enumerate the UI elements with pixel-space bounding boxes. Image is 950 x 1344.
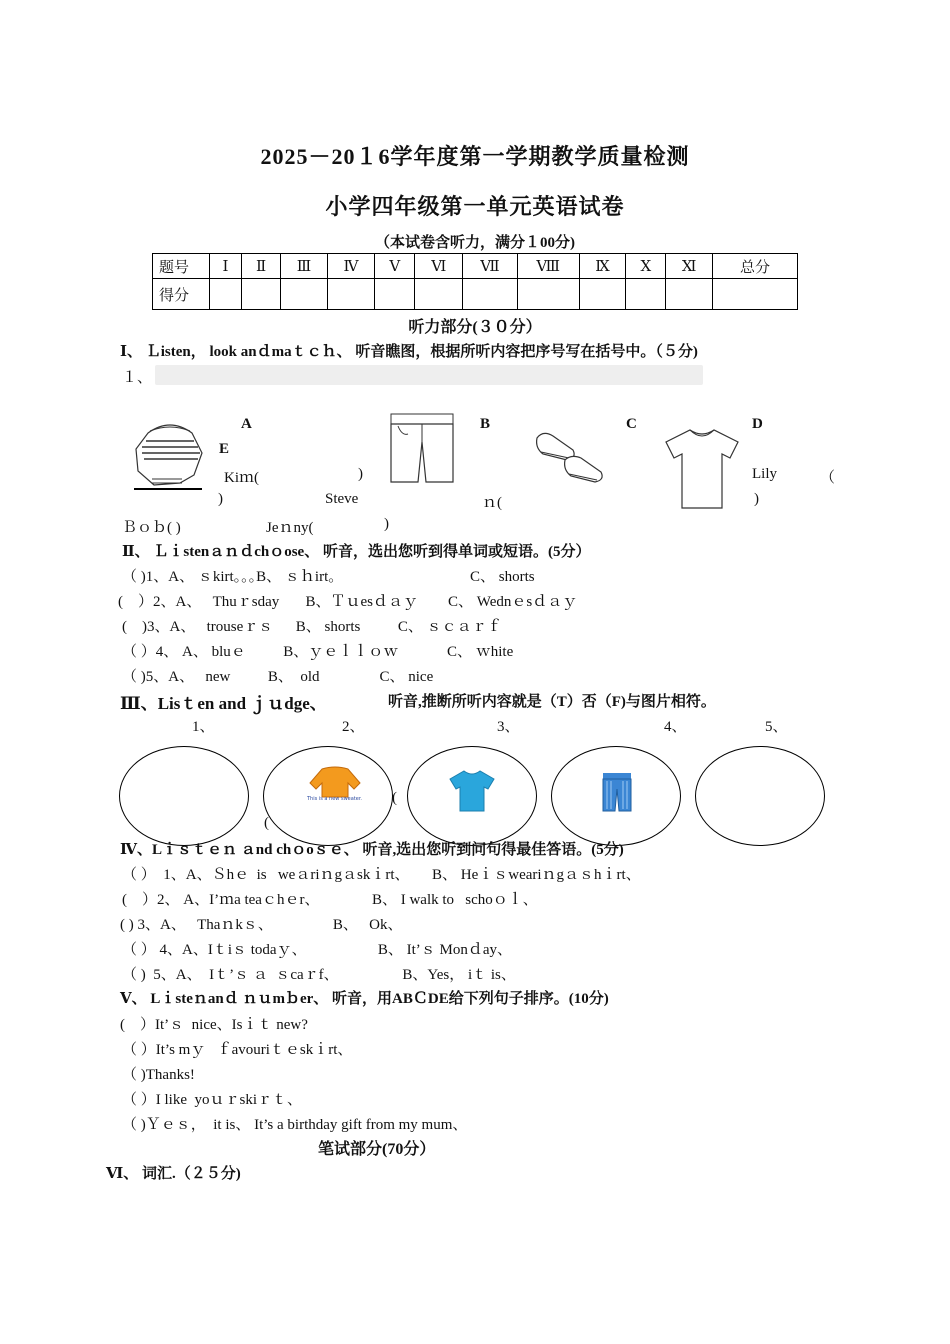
section3-heading-cn: 听音,推断所听内容就是（T）否（F)与图片相符。 — [388, 694, 716, 710]
blurred-audio-line — [155, 365, 703, 385]
score-table — [152, 253, 798, 310]
section4-q2: ( ）2、 A、I’ｍa teaｃhｅr、 B、 I walk to schoｏｌ、 — [122, 892, 538, 908]
score-cell[interactable] — [415, 279, 463, 310]
kim-paren-close: ) — [358, 466, 363, 482]
section2-q2: ( ）2、A、 Thuｒsday B、Ｔｕesｄａｙ C、 Wednｅsｄａｙ — [118, 594, 578, 610]
section4-q4: （ ） 4、A、Iｔiｓ todaｙ、 B、 It’ｓ Monｄay、 — [122, 942, 512, 958]
col-10: Ⅹ — [626, 254, 666, 279]
section4-heading: Ⅳ、Lｉｓｔｅｎ ａnd chｏoｓｅ、 听音,选出您听到问句得最佳答语。(5分) — [120, 842, 624, 858]
score-cell[interactable] — [626, 279, 666, 310]
listening-header: 听力部分(３０分） — [408, 319, 542, 336]
answer-circle-4[interactable] — [551, 746, 681, 846]
steve-label: Steve — [325, 491, 359, 507]
section5-line-4: （ ）I like yoｕｒskiｒｔ、 — [122, 1092, 302, 1108]
item-number-5: 5、 — [765, 719, 788, 735]
score-cell[interactable] — [281, 279, 327, 310]
col-7: Ⅶ — [463, 254, 518, 279]
section2-heading: Ⅱ、 Ｌｉstenａｎｄchｏose、 听音，选出您听到得单词或短语。(5分） — [122, 544, 591, 560]
score-cell[interactable] — [210, 279, 242, 310]
sweater-image — [130, 413, 210, 493]
shoes-image — [533, 428, 607, 488]
score-cell[interactable] — [242, 279, 281, 310]
written-header: 笔试部分(70分） — [318, 1141, 436, 1158]
answer-circle-5[interactable] — [695, 746, 825, 846]
item-number-4: 4、 — [664, 719, 687, 735]
score-cell[interactable] — [517, 279, 579, 310]
section5-line-2: （ ）It’s mｙ ｆavouriｔｅskｉrt、 — [122, 1042, 353, 1058]
section2-q1-c: C、 shorts — [470, 569, 535, 585]
exam-note: （本试卷含听力，满分１00分) — [375, 235, 575, 251]
sweater-caption: This is a new sweater. — [307, 796, 363, 802]
section4-q3: ( ) 3、A、 Thaｎkｓ、 B、 Ok、 — [120, 917, 403, 933]
letter-c: C — [626, 416, 637, 432]
lily-label: Lily — [752, 466, 777, 482]
paren-mark: ( — [264, 815, 269, 831]
col-9: Ⅸ — [579, 254, 626, 279]
item-number-2: 2、 — [342, 719, 365, 735]
letter-a: A — [241, 416, 252, 432]
answer-circle-2[interactable] — [263, 746, 393, 846]
col-5: Ⅴ — [375, 254, 415, 279]
row-label: 得分 — [153, 279, 210, 310]
n-label: ｎ( — [482, 495, 502, 511]
col-total: 总分 — [713, 254, 798, 279]
col-2: Ⅱ — [242, 254, 281, 279]
item-number-1: 1、 — [192, 719, 215, 735]
section2-q4: （ ）4、 A、 bluｅ B、ｙｅｌｌｏｗ C、 ｗhite — [122, 644, 514, 660]
score-table-header-row — [153, 254, 798, 279]
col-6: Ⅵ — [415, 254, 463, 279]
section4-q1: （ ） 1、A、Ｓhｅ is weａriｎgａskｉrt、 B、 Heｉｓweariｎgａｓhｉrt、 — [122, 867, 641, 883]
score-table-score-row — [153, 279, 798, 310]
section1-q1: １、 — [122, 370, 153, 386]
item-number-3: 3、 — [497, 719, 520, 735]
score-cell[interactable] — [666, 279, 713, 310]
paren-close: ) — [218, 491, 223, 507]
shorts-image — [388, 412, 458, 488]
section1-heading: Ⅰ、 Ｌisten， look anｄmaｔｃｈ、 听音瞧图，根据所听内容把序号写在括号中。（５分) — [120, 344, 698, 360]
letter-d: D — [752, 416, 763, 432]
blue-shorts-icon — [600, 771, 634, 815]
bob-label: Ｂｏｂ( ) — [122, 520, 181, 536]
page-subtitle: 小学四年级第一单元英语试卷 — [325, 194, 625, 219]
letter-e: E — [219, 441, 230, 457]
col-1: Ⅰ — [210, 254, 242, 279]
section2-q1: （ )1、A、 ｓkirt｡｡｡B、 ｓｈirt｡ — [122, 569, 336, 585]
tshirt-image — [664, 428, 740, 510]
section2-q3: ( )3、A、 trouseｒｓ B、 shorts C、 ｓｃａｒｆ — [122, 619, 502, 635]
row-label: 题号 — [153, 254, 210, 279]
section5-line-3: （ )Thanks! — [122, 1067, 195, 1083]
jenny-paren-close: ) — [384, 516, 389, 532]
paren-close-2: ) — [754, 491, 759, 507]
col-11: Ⅺ — [666, 254, 713, 279]
orange-sweater-icon — [308, 765, 362, 799]
section6-heading: Ⅵ、 词汇.（２５分) — [106, 1166, 241, 1182]
score-cell[interactable] — [463, 279, 518, 310]
kim-label: Kiｍ( — [224, 470, 259, 486]
page-title: 2025－20１6学年度第一学期教学质量检测 — [260, 144, 690, 169]
score-cell[interactable] — [579, 279, 626, 310]
score-cell[interactable] — [375, 279, 415, 310]
col-3: Ⅲ — [281, 254, 327, 279]
answer-circle-3[interactable] — [407, 746, 537, 846]
answer-circle-1[interactable] — [119, 746, 249, 846]
score-cell[interactable] — [327, 279, 374, 310]
col-8: Ⅷ — [517, 254, 579, 279]
col-4: Ⅳ — [327, 254, 374, 279]
section5-line-5: （ )Ｙｅｓ， it is、 It’s a birthday gift from my mum、 — [122, 1117, 468, 1133]
section2-q5: （ )5、A、 new B、 old C、 nice — [122, 669, 434, 685]
section5-line-1: ( ）It’ｓ nice、Isｉｔ new? — [120, 1017, 308, 1033]
section5-heading: Ⅴ、 Lｉsteｎanｄ ｎｕmｂer、 听音，用ABＣDE给下列句子排序。(10分) — [120, 991, 609, 1007]
jenny-label: Jeｎny( — [266, 520, 314, 536]
blue-tshirt-icon — [448, 769, 496, 813]
score-cell[interactable] — [713, 279, 798, 310]
section4-q5: （ ) 5、A、 Iｔ’ｓ ａ ｓcaｒf、 B、Yes， iｔ is、 — [122, 967, 516, 983]
section3-heading-en: Ⅲ、Lisｔen and ｊｕdge、 — [120, 694, 327, 713]
paren-mark-2: ( — [392, 790, 397, 806]
letter-b: B — [480, 416, 491, 432]
lily-paren: （ — [820, 470, 836, 486]
